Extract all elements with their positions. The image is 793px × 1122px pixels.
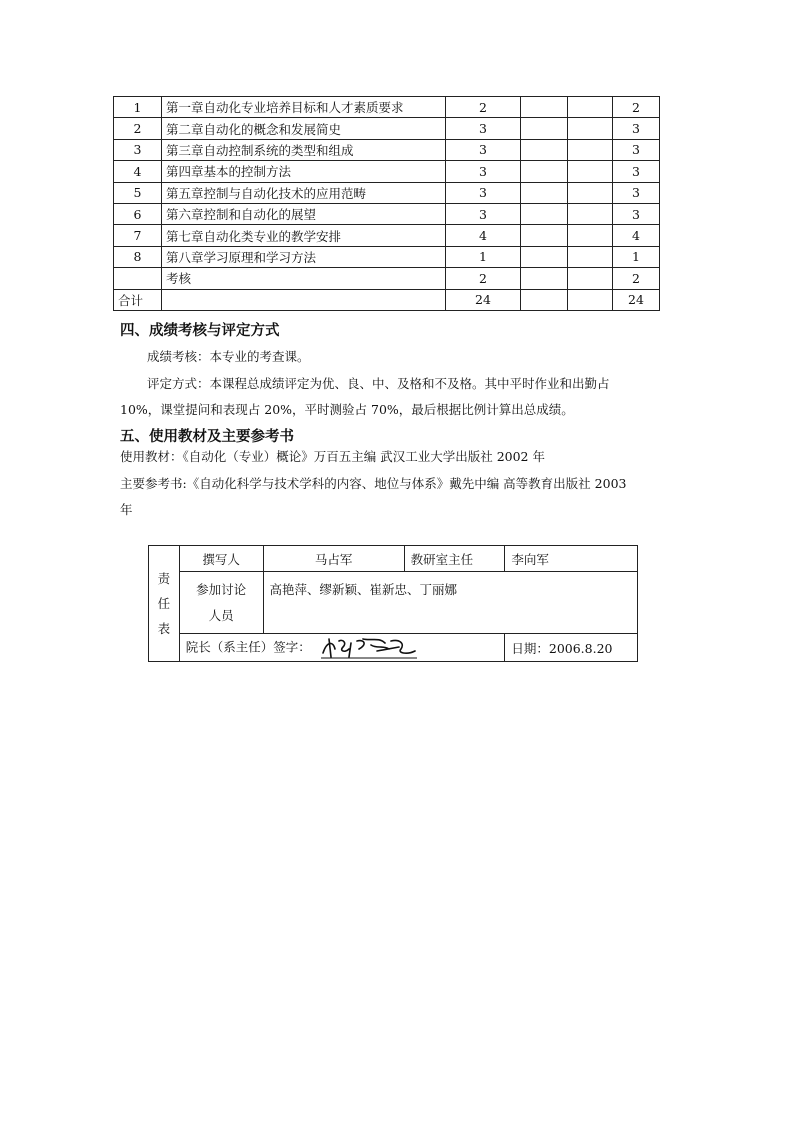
lecture-hours: 1 bbox=[446, 246, 521, 267]
chapter-title: 第一章自动化专业培养目标和人才素质要求 bbox=[162, 97, 446, 118]
handwritten-signature bbox=[319, 635, 419, 661]
total-hours: 2 bbox=[613, 97, 660, 118]
experiment-hours bbox=[521, 161, 568, 182]
total-hours: 4 bbox=[613, 225, 660, 246]
table-row bbox=[114, 161, 660, 182]
chapter-number: 8 bbox=[114, 246, 162, 267]
evaluation-method-line1: 评定方式：本课程总成绩评定为优、良、中、及格和不及格。其中平时作业和出勤占 bbox=[147, 376, 610, 391]
experiment-hours bbox=[521, 225, 568, 246]
total-label: 合计 bbox=[114, 289, 162, 310]
lecture-hours: 2 bbox=[446, 268, 521, 289]
total-hours: 3 bbox=[613, 118, 660, 139]
experiment-hours bbox=[521, 118, 568, 139]
table-row bbox=[114, 139, 660, 160]
sign-date: 日期：2006.8.20 bbox=[505, 634, 638, 662]
total-lecture-hours: 24 bbox=[446, 289, 521, 310]
table-row bbox=[114, 118, 660, 139]
total-other-hours bbox=[568, 289, 613, 310]
chapter-number: 2 bbox=[114, 118, 162, 139]
dean-signature-label: 院长（系主任）签字： bbox=[185, 639, 311, 654]
dean-signature-cell bbox=[179, 634, 505, 662]
total-hours: 3 bbox=[613, 203, 660, 224]
director-label: 教研室主任 bbox=[404, 546, 505, 572]
table-row bbox=[114, 182, 660, 203]
other-hours bbox=[568, 203, 613, 224]
chapter-title: 第五章控制与自动化技术的应用范畴 bbox=[162, 182, 446, 203]
experiment-hours bbox=[521, 139, 568, 160]
total-hours: 3 bbox=[613, 139, 660, 160]
total-hours: 3 bbox=[613, 161, 660, 182]
total-hours: 2 bbox=[613, 268, 660, 289]
chapter-number: 5 bbox=[114, 182, 162, 203]
author-name: 马占军 bbox=[263, 546, 404, 572]
lecture-hours: 3 bbox=[446, 203, 521, 224]
experiment-hours bbox=[521, 182, 568, 203]
other-hours bbox=[568, 161, 613, 182]
chapter-number: 6 bbox=[114, 203, 162, 224]
total-hours-sum: 24 bbox=[613, 289, 660, 310]
textbook-text: 使用教材：《自动化（专业）概论》万百五主编 武汉工业大学出版社 2002 年 bbox=[120, 449, 545, 464]
director-name: 李向军 bbox=[505, 546, 638, 572]
experiment-hours bbox=[521, 246, 568, 267]
other-hours bbox=[568, 246, 613, 267]
responsibility-side-label: 责任表 bbox=[149, 546, 180, 662]
participants-label: 参加讨论人员 bbox=[179, 572, 263, 634]
participants-names: 高艳萍、缪新颖、崔新忠、丁丽娜 bbox=[263, 572, 637, 634]
chapter-title: 第四章基本的控制方法 bbox=[162, 161, 446, 182]
total-hours: 3 bbox=[613, 182, 660, 203]
evaluation-method-line2: 10%，课堂提问和表现占 20%，平时测验占 70%，最后根据比例计算出总成绩。 bbox=[120, 402, 574, 417]
reference-text-line2: 年 bbox=[120, 502, 133, 517]
other-hours bbox=[568, 118, 613, 139]
responsibility-table bbox=[148, 545, 638, 662]
chapter-number: 3 bbox=[114, 139, 162, 160]
section5-heading: 五、使用教材及主要参考书 bbox=[120, 429, 294, 445]
lecture-hours: 2 bbox=[446, 97, 521, 118]
lecture-hours: 3 bbox=[446, 118, 521, 139]
other-hours bbox=[568, 97, 613, 118]
table-total-row bbox=[114, 289, 660, 310]
other-hours bbox=[568, 225, 613, 246]
chapter-title: 第三章自动控制系统的类型和组成 bbox=[162, 139, 446, 160]
table-row bbox=[114, 225, 660, 246]
chapter-title: 第二章自动化的概念和发展简史 bbox=[162, 118, 446, 139]
course-hours-table bbox=[113, 96, 660, 311]
chapter-number: 1 bbox=[114, 97, 162, 118]
table-row bbox=[114, 97, 660, 118]
lecture-hours: 3 bbox=[446, 161, 521, 182]
section4-heading: 四、成绩考核与评定方式 bbox=[120, 323, 280, 339]
experiment-hours bbox=[521, 97, 568, 118]
author-label: 撰写人 bbox=[179, 546, 263, 572]
experiment-hours bbox=[521, 268, 568, 289]
chapter-title: 第八章学习原理和学习方法 bbox=[162, 246, 446, 267]
chapter-number: 7 bbox=[114, 225, 162, 246]
chapter-title: 考核 bbox=[162, 268, 446, 289]
chapter-title: 第六章控制和自动化的展望 bbox=[162, 203, 446, 224]
other-hours bbox=[568, 182, 613, 203]
assessment-text: 成绩考核：本专业的考查课。 bbox=[147, 349, 310, 364]
table-row bbox=[114, 268, 660, 289]
total-hours: 1 bbox=[613, 246, 660, 267]
table-row bbox=[114, 203, 660, 224]
chapter-number: 4 bbox=[114, 161, 162, 182]
chapter-title: 第七章自动化类专业的教学安排 bbox=[162, 225, 446, 246]
chapter-number bbox=[114, 268, 162, 289]
table-row bbox=[114, 246, 660, 267]
other-hours bbox=[568, 139, 613, 160]
reference-text-line1: 主要参考书:《自动化科学与技术学科的内容、地位与体系》戴先中编 高等教育出版社 2003 bbox=[120, 476, 627, 491]
lecture-hours: 3 bbox=[446, 182, 521, 203]
other-hours bbox=[568, 268, 613, 289]
total-empty bbox=[162, 289, 446, 310]
total-experiment-hours bbox=[521, 289, 568, 310]
lecture-hours: 4 bbox=[446, 225, 521, 246]
experiment-hours bbox=[521, 203, 568, 224]
lecture-hours: 3 bbox=[446, 139, 521, 160]
